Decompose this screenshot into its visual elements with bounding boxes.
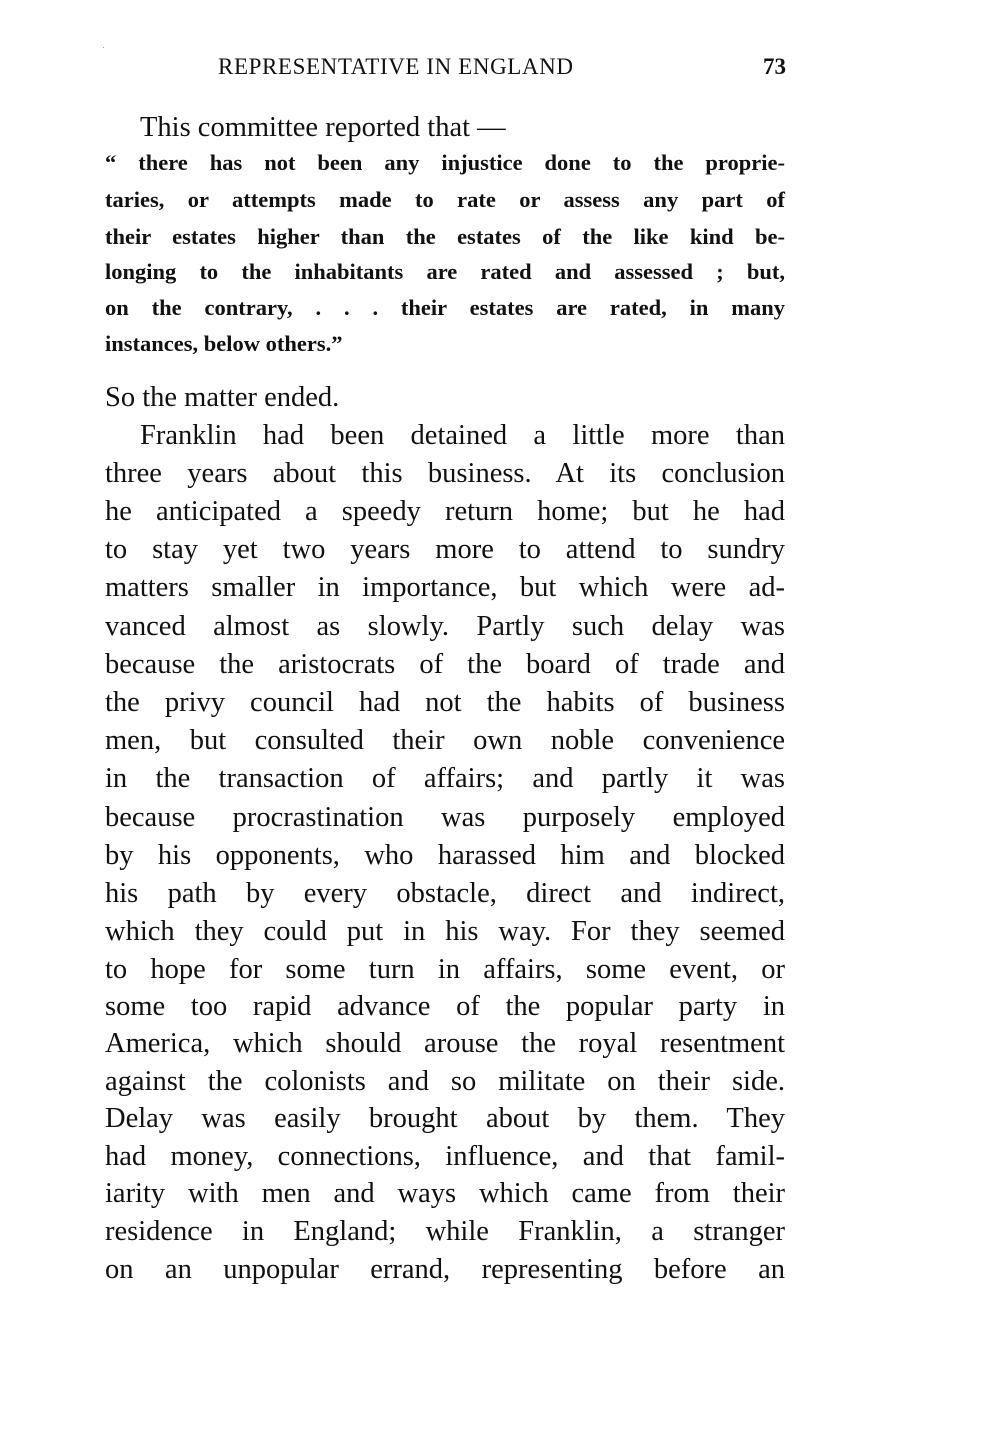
running-head: [218, 54, 786, 86]
paragraph-line: men, but consulted their own noble convenience: [105, 725, 785, 756]
quote-line: on the contrary, . . . their estates are rated, in many: [105, 295, 785, 320]
paragraph-line: because the aristocrats of the board of trade and: [105, 649, 785, 680]
quote-line: “ there has not been any injustice done to the proprie-: [105, 150, 785, 175]
paragraph-line: to stay yet two years more to attend to sundry: [105, 534, 785, 565]
paragraph-line: three years about this business. At its conclusion: [105, 458, 785, 489]
quote-line: their estates higher than the estates of the like kind be-: [105, 224, 785, 249]
paragraph-line: had money, connections, influence, and that famil-: [105, 1141, 785, 1172]
paragraph-line: the privy council had not the habits of business: [105, 687, 785, 718]
paragraph-line: vanced almost as slowly. Partly such delay was: [105, 611, 785, 642]
paragraph-line: which they could put in his way. For they seemed: [105, 916, 785, 947]
paragraph-line: by his opponents, who harassed him and blocked: [105, 840, 785, 871]
paragraph-line: some too rapid advance of the popular party in: [105, 991, 785, 1022]
paragraph-line: on an unpopular errand, representing before an: [105, 1254, 785, 1285]
running-title: REPRESENTATIVE IN ENGLAND: [218, 54, 574, 79]
paragraph-line: to hope for some turn in affairs, some event, or: [105, 954, 785, 985]
paragraph-line: he anticipated a speedy return home; but he had: [105, 496, 785, 527]
paragraph-line: Franklin had been detained a little more than: [140, 420, 785, 451]
paragraph-line: America, which should arouse the royal resentment: [105, 1028, 785, 1059]
paragraph-line: matters smaller in importance, but which were ad-: [105, 572, 785, 603]
paragraph-line: because procrastination was purposely employed: [105, 802, 785, 833]
paragraph-line: residence in England; while Franklin, a stranger: [105, 1216, 785, 1247]
paragraph-line: Delay was easily brought about by them. They: [105, 1103, 785, 1134]
paragraph-line: his path by every obstacle, direct and indirect,: [105, 878, 785, 909]
quote-line: taries, or attempts made to rate or assess any part of: [105, 187, 785, 212]
scan-speck: [103, 47, 104, 48]
quote-line: longing to the inhabitants are rated and assessed ; but,: [105, 259, 785, 284]
intro-line: This committee reported that —: [140, 112, 506, 143]
paragraph-line: in the transaction of affairs; and partly it was: [105, 763, 785, 794]
paragraph-line: iarity with men and ways which came from their: [105, 1178, 785, 1209]
paragraph-line: against the colonists and so militate on their side.: [105, 1066, 785, 1097]
quote-line: instances, below others.”: [105, 331, 343, 356]
conclusion-line: So the matter ended.: [105, 382, 340, 413]
page-number: 73: [763, 54, 786, 79]
